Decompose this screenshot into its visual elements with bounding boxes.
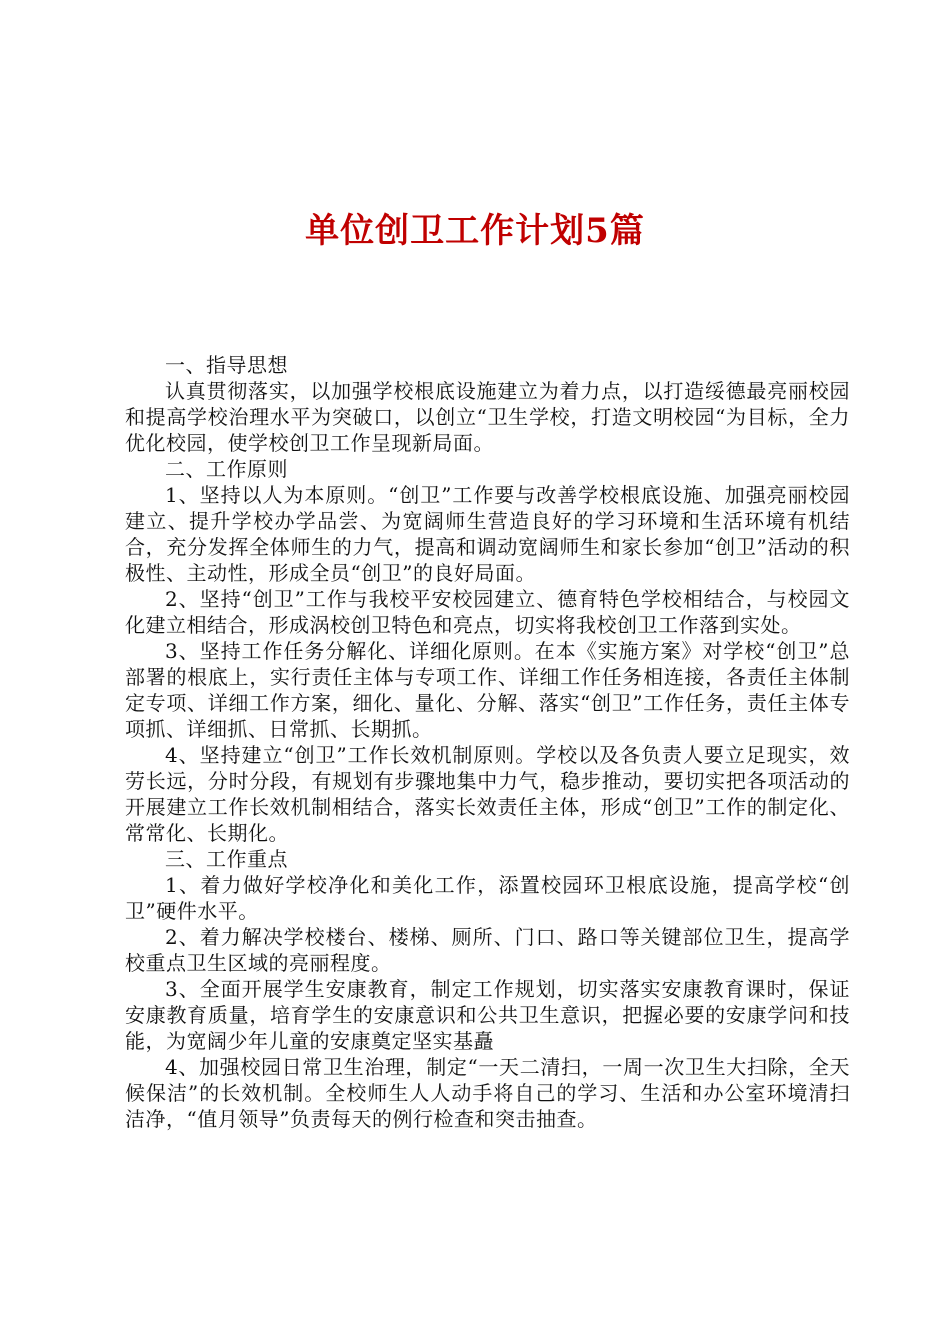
paragraph: 认真贯彻落实，以加强学校根底设施建立为着力点，以打造绥德最亮丽校园和提高学校治理水平为突破口，以创立“卫生学校，打造文明校园“为目标，全力优化校园，使学校创卫工作呈现新局面。 [125,379,850,455]
paragraph: 3、全面开展学生安康教育，制定工作规划，切实落实安康教育课时，保证安康教育质量，培育学生的安康意识和公共卫生意识，把握必要的安康学问和技能，为宽阔少年儿童的安康奠定坚实基矗 [125,977,850,1053]
paragraph: 3、坚持工作任务分解化、详细化原则。在本《实施方案》对学校“创卫”总部署的根底上，实行责任主体与专项工作、详细工作任务相连接，各责任主体制定专项、详细工作方案，细化、量化、分解、落实“创卫”工作任务，责任主体专项抓、详细抓、日常抓、长期抓。 [125,639,850,741]
paragraph: 1、着力做好学校净化和美化工作，添置校园环卫根底设施，提高学校“创卫”硬件水平。 [125,873,850,923]
document-body [125,352,850,1132]
section-heading-work-principles: 二、工作原则 [165,457,288,481]
section-heading-work-priorities: 三、工作重点 [165,847,288,871]
paragraph: 2、坚持“创卫”工作与我校平安校园建立、德育特色学校相结合，与校园文化建立相结合，形成涡校创卫特色和亮点，切实将我校创卫工作落到实处。 [125,587,850,637]
paragraph: 4、加强校园日常卫生治理，制定“一天二清扫，一周一次卫生大扫除，全天候保洁”的长效机制。全校师生人人动手将自己的学习、生活和办公室环境清扫洁净，“值月领导”负责每天的例行检查和突击抽查。 [125,1055,850,1131]
paragraph: 1、坚持以人为本原则。“创卫”工作要与改善学校根底设施、加强亮丽校园建立、提升学校办学品尝、为宽阔师生营造良好的学习环境和生活环境有机结合，充分发挥全体师生的力气，提高和调动宽阔师生和家长参加“创卫”活动的积极性、主动性，形成全员“创卫”的良好局面。 [125,483,850,585]
document-title: 单位创卫工作计划5篇 [305,211,645,251]
section-heading-guiding-ideology: 一、指导思想 [165,353,288,377]
paragraph: 2、着力解决学校楼台、楼梯、厕所、门口、路口等关键部位卫生，提高学校重点卫生区域的亮丽程度。 [125,925,850,975]
paragraph: 4、坚持建立“创卫”工作长效机制原则。学校以及各负责人要立足现实，效劳长远，分时分段，有规划有步骤地集中力气，稳步推动，要切实把各项活动的开展建立工作长效机制相结合，落实长效责任主体，形成“创卫”工作的制定化、常常化、长期化。 [125,743,850,845]
